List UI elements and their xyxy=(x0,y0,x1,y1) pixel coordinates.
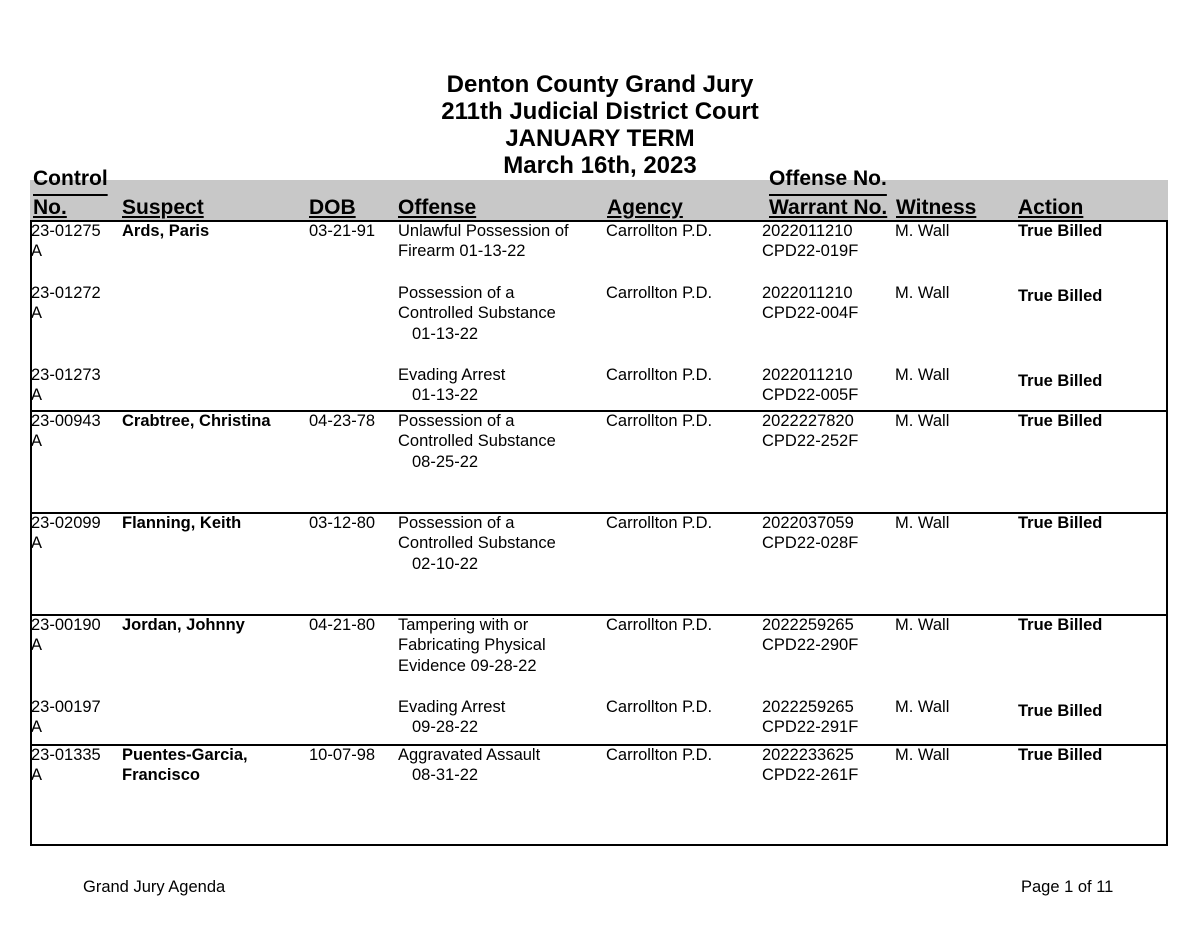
dob-value: 04-21-80 xyxy=(309,616,376,634)
action-status: True Billed xyxy=(1018,746,1103,764)
footer-title: Grand Jury Agenda xyxy=(83,878,226,896)
title-date: March 16th, 2023 xyxy=(503,152,697,179)
header-control-no: No. xyxy=(33,196,67,219)
warrant-case-id: CPD22-252F xyxy=(762,432,859,450)
control-suffix: A xyxy=(31,386,43,404)
witness-value: M. Wall xyxy=(895,698,950,716)
header-suspect: Suspect xyxy=(122,196,204,219)
title-term: JANUARY TERM xyxy=(505,125,695,152)
control-suffix: A xyxy=(31,242,43,260)
suspect-name: Crabtree, Christina xyxy=(122,412,271,430)
warrant-number: 2022227820 xyxy=(762,412,854,430)
warrant-case-id: CPD22-261F xyxy=(762,766,859,784)
offense-line-3: 08-25-22 xyxy=(412,453,479,471)
warrant-case-id: CPD22-291F xyxy=(762,718,859,736)
offense-line-1: Tampering with or xyxy=(398,616,529,634)
offense-line-3: 02-10-22 xyxy=(412,555,479,573)
action-status: True Billed xyxy=(1018,287,1103,305)
control-number: 23-01275 xyxy=(31,222,101,240)
warrant-case-id: CPD22-019F xyxy=(762,242,859,260)
warrant-number: 2022011210 xyxy=(762,284,853,302)
dob-value: 03-21-91 xyxy=(309,222,376,240)
offense-line-1: Possession of a xyxy=(398,412,515,430)
header-offense-no-top: Offense No. xyxy=(769,167,887,190)
offense-line-3: 01-13-22 xyxy=(412,325,479,343)
header-action: Action xyxy=(1018,196,1084,219)
offense-line-1: Evading Arrest xyxy=(398,698,506,716)
control-number: 23-00190 xyxy=(31,616,101,634)
action-status: True Billed xyxy=(1018,514,1103,532)
header-dob: DOB xyxy=(309,196,356,219)
dob-value: 03-12-80 xyxy=(309,514,376,532)
header-warrant-no: Warrant No. xyxy=(769,196,888,219)
suspect-name: Ards, Paris xyxy=(122,222,210,240)
action-status: True Billed xyxy=(1018,372,1103,390)
agency-value: Carrollton P.D. xyxy=(606,366,713,384)
suspect-name-cont: Francisco xyxy=(122,766,200,784)
offense-line-2: Controlled Substance xyxy=(398,432,556,450)
witness-value: M. Wall xyxy=(895,222,950,240)
warrant-case-id: CPD22-028F xyxy=(762,534,859,552)
offense-line-1: Possession of a xyxy=(398,284,515,302)
offense-line-1: Possession of a xyxy=(398,514,515,532)
offense-line-1: Evading Arrest xyxy=(398,366,506,384)
footer-page-number: Page 1 of 11 xyxy=(1021,878,1114,896)
warrant-case-id: CPD22-004F xyxy=(762,304,859,322)
control-number: 23-01335 xyxy=(31,746,101,764)
control-number: 23-00943 xyxy=(31,412,101,430)
witness-value: M. Wall xyxy=(895,746,950,764)
control-suffix: A xyxy=(31,432,43,450)
agency-value: Carrollton P.D. xyxy=(606,412,713,430)
offense-line-2: Controlled Substance xyxy=(398,304,556,322)
header-witness: Witness xyxy=(896,196,977,219)
dob-value: 04-23-78 xyxy=(309,412,376,430)
agency-value: Carrollton P.D. xyxy=(606,698,713,716)
offense-line-2: 01-13-22 xyxy=(412,386,479,404)
agency-value: Carrollton P.D. xyxy=(606,222,713,240)
dob-value: 10-07-98 xyxy=(309,746,376,764)
warrant-number: 2022011210 xyxy=(762,366,853,384)
agency-value: Carrollton P.D. xyxy=(606,746,713,764)
warrant-number: 2022011210 xyxy=(762,222,853,240)
warrant-case-id: CPD22-005F xyxy=(762,386,859,404)
offense-line-1: Aggravated Assault xyxy=(398,746,541,764)
control-suffix: A xyxy=(31,534,43,552)
witness-value: M. Wall xyxy=(895,284,950,302)
witness-value: M. Wall xyxy=(895,412,950,430)
witness-value: M. Wall xyxy=(895,514,950,532)
header-control-top: Control xyxy=(33,167,108,190)
control-number: 23-00197 xyxy=(31,698,101,716)
offense-line-2: Fabricating Physical xyxy=(398,636,546,654)
warrant-number: 2022259265 xyxy=(762,698,854,716)
title-county: Denton County Grand Jury xyxy=(446,71,754,98)
action-status: True Billed xyxy=(1018,702,1103,720)
suspect-name: Jordan, Johnny xyxy=(122,616,245,634)
warrant-number: 2022259265 xyxy=(762,616,854,634)
control-suffix: A xyxy=(31,766,43,784)
offense-line-2: 09-28-22 xyxy=(412,718,479,736)
warrant-number: 2022233625 xyxy=(762,746,854,764)
agency-value: Carrollton P.D. xyxy=(606,514,713,532)
offense-line-2: Firearm 01-13-22 xyxy=(398,242,526,260)
control-suffix: A xyxy=(31,718,43,736)
suspect-name: Puentes-Garcia, xyxy=(122,746,248,764)
header-offense: Offense xyxy=(398,196,477,219)
control-number: 23-01272 xyxy=(31,284,101,302)
control-suffix: A xyxy=(31,636,43,654)
control-suffix: A xyxy=(31,304,43,322)
title-court: 211th Judicial District Court xyxy=(441,98,759,125)
agency-value: Carrollton P.D. xyxy=(606,616,713,634)
warrant-number: 2022037059 xyxy=(762,514,854,532)
offense-line-3: Evidence 09-28-22 xyxy=(398,657,537,675)
agency-value: Carrollton P.D. xyxy=(606,284,713,302)
warrant-case-id: CPD22-290F xyxy=(762,636,859,654)
control-number: 23-01273 xyxy=(31,366,101,384)
action-status: True Billed xyxy=(1018,412,1103,430)
offense-line-2: Controlled Substance xyxy=(398,534,556,552)
witness-value: M. Wall xyxy=(895,366,950,384)
offense-line-2: 08-31-22 xyxy=(412,766,479,784)
control-number: 23-02099 xyxy=(31,514,101,532)
offense-line-1: Unlawful Possession of xyxy=(398,222,569,240)
action-status: True Billed xyxy=(1018,222,1103,240)
action-status: True Billed xyxy=(1018,616,1103,634)
suspect-name: Flanning, Keith xyxy=(122,514,242,532)
header-agency: Agency xyxy=(607,196,683,219)
witness-value: M. Wall xyxy=(895,616,950,634)
